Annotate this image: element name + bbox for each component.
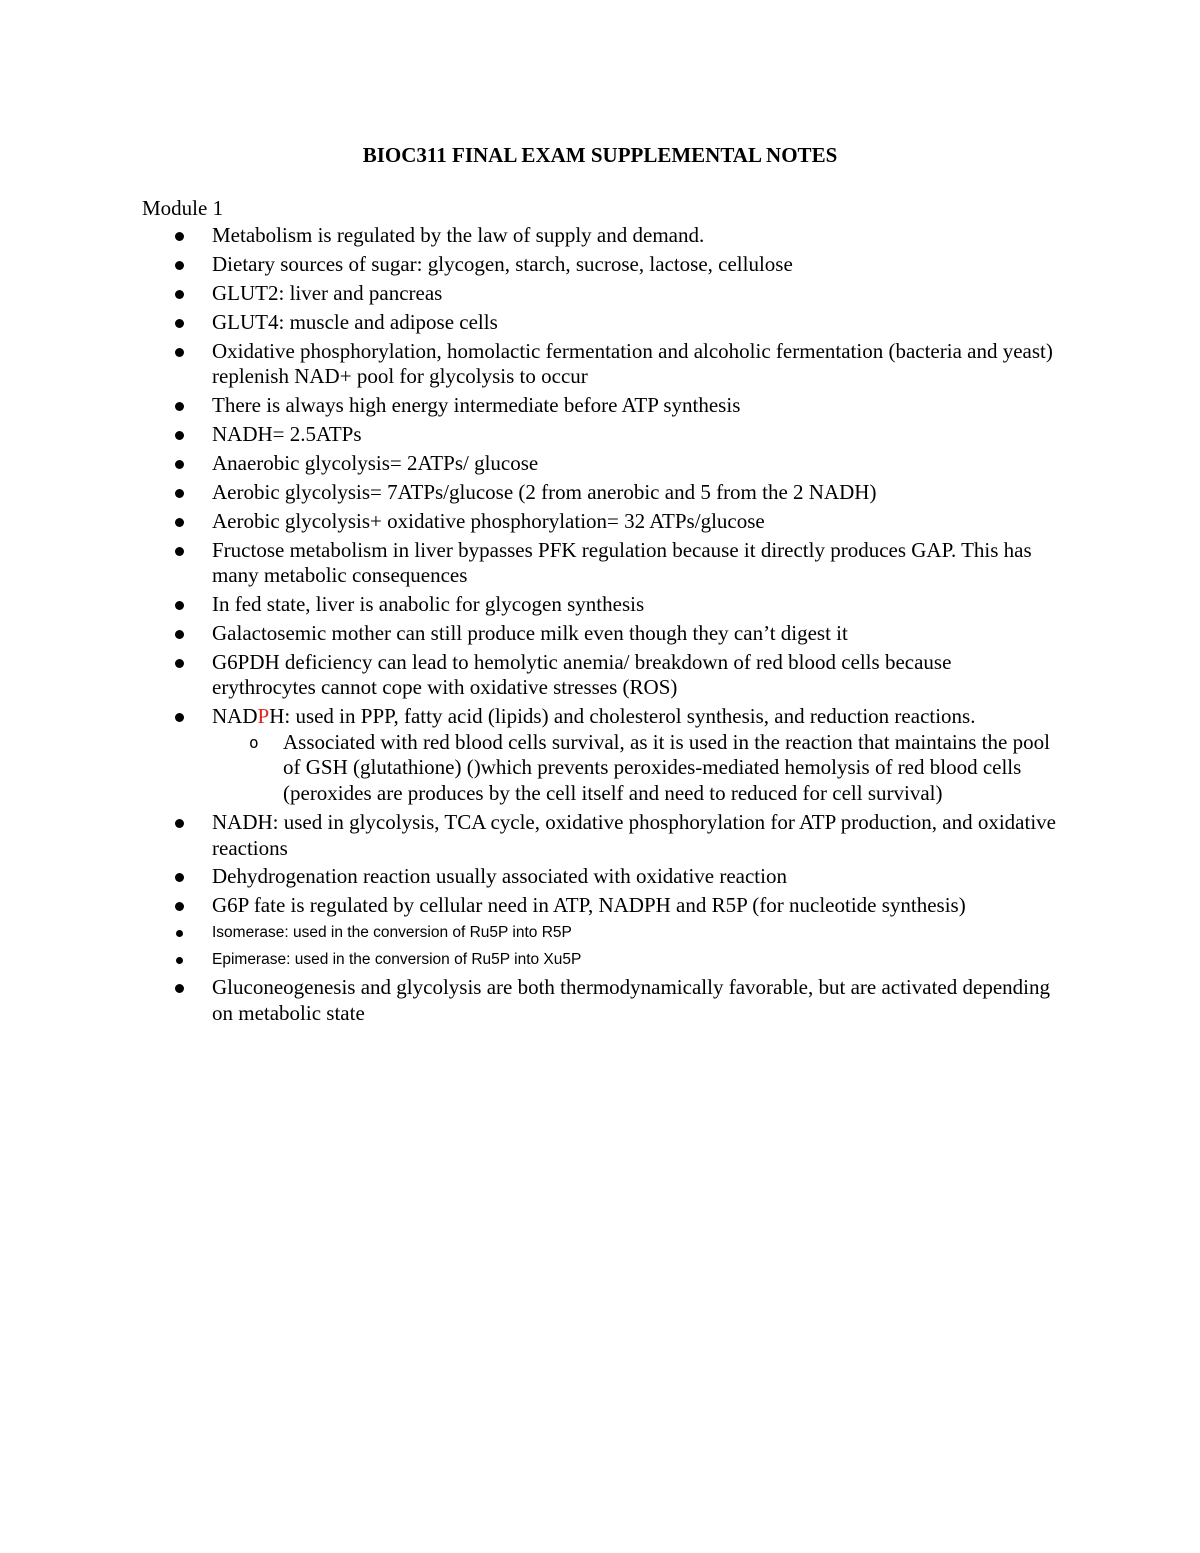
bullet-icon [176,957,183,964]
bullet-icon [175,290,184,299]
bullet-icon [175,261,184,270]
bullet-icon [175,518,184,527]
bullet-icon [175,431,184,440]
bullet-icon [175,902,184,911]
list-item-text: Fructose metabolism in liver bypasses PFK regulation because it directly produces GAP. This has many metabolic consequences [212,537,1032,588]
list-item-text: In fed state, liver is anabolic for glycogen synthesis [212,591,645,616]
list-item-text: Dietary sources of sugar: glycogen, starch, sucrose, lactose, cellulose [212,251,793,276]
list-item-text: NADH: used in glycolysis, TCA cycle, oxidative phosphorylation for ATP production, and oxidative reactions [212,809,1056,860]
list-item-text: NADH= 2.5ATPs [212,421,362,446]
bullet-icon [175,819,184,828]
list-item-nadph [0,704,1200,806]
list-item-text: Oxidative phosphorylation, homolactic fermentation and alcoholic fermentation (bacteria and yeast) replenish NAD+ pool for glycolysis to occur [212,338,1053,389]
module-heading: Module 1 [142,196,224,220]
sub-list-item-text: Associated with red blood cells survival, as it is used in the reaction that maintains the pool of GSH (glutathione) ()which prevents peroxides-mediated hemolysis of red blood cells (peroxides are produces by the cell itself and need to reduced for cell survival) [283,729,1050,806]
list-item-text: Metabolism is regulated by the law of supply and demand. [212,223,705,247]
list-item [0,393,1200,419]
list-item [0,650,1200,701]
bullet-icon [175,348,184,357]
list-item-text: Gluconeogenesis and glycolysis are both thermodynamically favorable, but are activated depending on metabolic state [212,975,1050,1025]
hollow-bullet-icon: o [249,732,259,752]
list-item-text: G6P fate is regulated by cellular need in ATP, NADPH and R5P (for nucleotide synthesis) [212,893,966,918]
list-item [0,310,1200,336]
sub-list [212,730,1060,807]
list-item [0,810,1200,861]
list-item [0,538,1200,589]
nadph-highlight: P [257,704,270,729]
list-item-text: Aerobic glycolysis+ oxidative phosphorylation= 32 ATPs/glucose [212,508,765,533]
bullet-icon [175,460,184,469]
nadph-prefix: NAD [212,704,258,729]
bullet-icon [175,659,184,668]
list-item [0,621,1200,647]
list-item-text: There is always high energy intermediate before ATP synthesis [212,393,741,418]
list-item-text: GLUT2: liver and pancreas [212,280,443,305]
list-item-small [0,922,1200,944]
bullet-icon [175,402,184,411]
bullet-icon [175,489,184,498]
list-item [0,339,1200,390]
list-item [0,451,1200,477]
bullet-icon [175,232,184,241]
list-item [0,252,1200,278]
nadph-suffix: H: used in PPP, fatty acid (lipids) and cholesterol synthesis, and reduction reactions. [269,704,976,729]
bullet-icon [176,930,183,937]
list-item [0,422,1200,448]
bullet-icon [175,713,184,722]
list-item-text: Galactosemic mother can still produce milk even though they can’t digest it [212,620,848,645]
bullet-icon [175,601,184,610]
list-item-text: Dehydrogenation reaction usually associated with oxidative reaction [212,864,787,889]
list-item-text: Epimerase: used in the conversion of Ru5P into Xu5P [212,950,582,968]
bullet-icon [175,319,184,328]
sub-list-item [212,730,1060,807]
bullet-icon [175,873,184,882]
list-item [0,509,1200,535]
list-item-text: GLUT4: muscle and adipose cells [212,309,498,334]
list-item [0,281,1200,307]
bullet-icon [175,547,184,556]
list-item-text: Anaerobic glycolysis= 2ATPs/ glucose [212,450,539,475]
bullet-icon [175,984,184,993]
list-item [0,480,1200,506]
list-item-small [0,949,1200,971]
list-item [0,223,1200,249]
notes-list [0,223,1200,1030]
list-item-text: G6PDH deficiency can lead to hemolytic anemia/ breakdown of red blood cells because erythrocytes cannot cope with oxidative stresses (ROS) [212,649,952,700]
list-item-text: Isomerase: used in the conversion of Ru5P into R5P [212,924,572,942]
list-item [0,893,1200,919]
bullet-icon [175,630,184,639]
list-item [0,864,1200,890]
list-item-text: Aerobic glycolysis= 7ATPs/glucose (2 from anerobic and 5 from the 2 NADH) [212,479,877,504]
list-item [0,975,1200,1026]
document-title: BIOC311 FINAL EXAM SUPPLEMENTAL NOTES [362,143,838,167]
list-item [0,592,1200,618]
